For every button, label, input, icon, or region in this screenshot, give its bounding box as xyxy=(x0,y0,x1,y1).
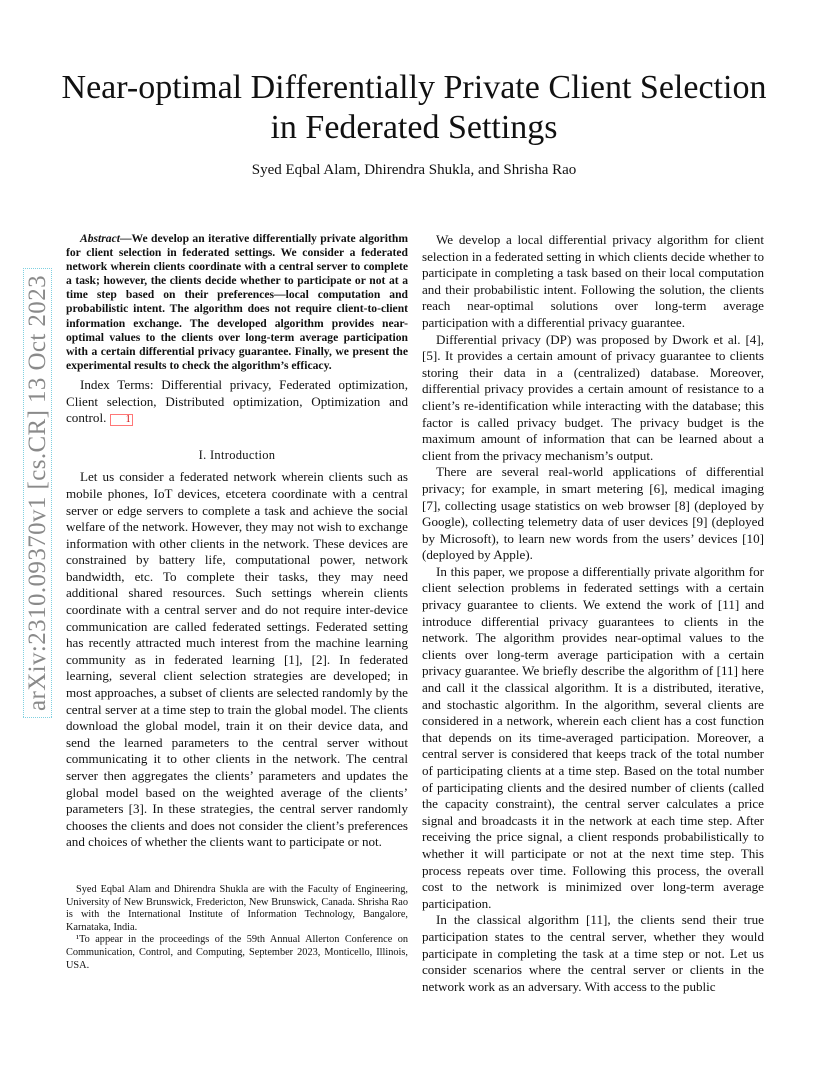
intro-paragraph-1: Let us consider a federated network wherein clients such as mobile phones, IoT devices, etcetera coordinate with a central server or edge servers to complete a task and achieve the social welfare of the network. However, they may not wish to exchange information with other clients in the network. These devices are constrained by battery life, computational power, network bandwidth, etc. To complete their tasks, they may need additional shared resources. Such settings wherein clients coordinate with a central server and do not require inter-device communication are called federated settings. Federated setting has recently attracted much interest from the machine learning community as in federated learning [1], [2]. In federated learning, several client selection strategies are developed; in most approaches, a subset of clients are selected randomly by the central server at a time step to train the global model. The clients download the global model, train it on their device data, and send the learned parameters to the central server without communicating it to other clients in the network. The central server then aggregates the clients’ parameters and updates the global model based on the weighted average of the clients’ parameters [3]. In these strategies, the central server randomly chooses the clients and does not consider the client’s preferences and choices of whether the clients want to participate or not. xyxy=(66,469,408,850)
index-terms-text: Index Terms: Differential privacy, Federated optimization, Client selection, Distributed optimization, Optimization and control. xyxy=(66,376,408,426)
footnote-proceedings: ¹To appear in the proceedings of the 59th Annual Allerton Conference on Communication, Control, and Computing, September 2023, Monticello, Illinois, USA. xyxy=(66,934,408,971)
abstract xyxy=(66,232,408,373)
right-paragraph-3: There are several real-world applications of differential privacy; for example, in smart metering [6], medical imaging [7], collecting usage statistics on web browser [8] (deployed by Google), collecting telemetry data of user devices [9] (deployed by Microsoft), to learn new words from the users’ devices [10] (deployed by Apple). xyxy=(422,464,764,563)
title-line-1: Near-optimal Differentially Private Client Selection xyxy=(61,69,767,106)
right-paragraph-5: In the classical algorithm [11], the clients send their true participation states to the central server, whether they would participate in completing the task at a time step or not. Let us consider scenarios where the central server or clients in the network work as an adversary. With access to the public xyxy=(422,912,764,994)
left-column xyxy=(66,232,408,851)
title-line-2: in Federated Settings xyxy=(270,109,558,146)
footnote-affiliations: Syed Eqbal Alam and Dhirendra Shukla are with the Faculty of Engineering, University of New Brunswick, Fredericton, New Brunswick, Canada. Shrisha Rao is with the International Institute of Information Technology, Bangalore, Karnataka, India. xyxy=(66,884,408,933)
abstract-label: Abstract xyxy=(80,232,120,245)
abstract-text: —We develop an iterative differentially private algorithm for client selection in federated settings. We consider a federated network wherein clients coordinate with a central server to complete a task; however, the clients decide whether to participate or not at a time step based on their preferences—local computation and probabilistic intent. The algorithm does not require client-to-client information exchange. The developed algorithm provides near-optimal values to the clients over long-term average participation with a certain differential privacy guarantee. Finally, we present the experimental results to check the algorithm’s efficacy. xyxy=(66,232,408,372)
footnote-link[interactable]: 1 xyxy=(110,414,133,426)
section-heading: I. Introduction xyxy=(198,447,276,462)
paper-title xyxy=(40,68,788,148)
right-paragraph-4: In this paper, we propose a differentially private algorithm for client selection problems in federated settings with a certain privacy guarantee to clients. We extend the work of [11] and introduce differential privacy guarantees to clients in the network. The algorithm provides near-optimal values to the clients over long-term average participation with a certain privacy guarantee. We briefly describe the algorithm of [11] here and call it the classical algorithm. It is a distributed, iterative, and stochastic algorithm. In the algorithm, several clients are considered in a network, wherein each client has a cost function that depends on its time-averaged participation. Moreover, a central server is considered that keeps track of the total number of participating clients at a time step. Based on the total number of participating clients and the desired number of clients (called the capacity constraint), the central server calculates a price signal and broadcasts it in the network at each time step. After receiving the price signal, a client responds probabilistically to whether it will participate or not at the next time step. This process repeats over time. Following this process, the overall cost to the network is minimized over long-term average participation. xyxy=(422,563,764,911)
arxiv-id[interactable]: arXiv:2310.09370v1 [cs.CR] 13 Oct 2023 xyxy=(23,268,52,718)
right-paragraph-2: Differential privacy (DP) was proposed by Dwork et al. [4], [5]. It provides a certain amount of privacy guarantee to clients storing their data in a (centralized) database. Moreover, differential privacy provides a certain amount of resistance to a client’s re-identification while interacting with the database; this factor is called privacy budget. The privacy budget is the maximum amount of information that can be learned about a client from the privacy mechanism’s output. xyxy=(422,331,764,463)
arxiv-watermark[interactable] xyxy=(18,143,58,843)
right-column xyxy=(422,232,764,995)
index-terms xyxy=(66,377,408,427)
footnotes xyxy=(66,884,408,972)
right-paragraph-1: We develop a local differential privacy algorithm for client selection in a federated setting in which clients decide whether to participate in completing a task based on their local computation and their probabilistic intent. Following the solution, the clients reach near-optimal solutions over long-term average participation with a differential privacy guarantee. xyxy=(422,232,764,330)
authors: Syed Eqbal Alam, Dhirendra Shukla, and Shrisha Rao xyxy=(251,162,577,178)
